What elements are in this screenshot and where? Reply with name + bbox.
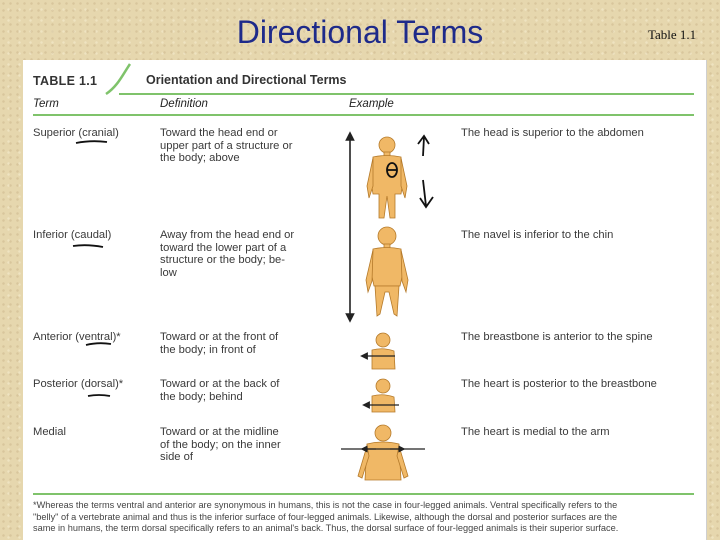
table-reference: Table 1.1	[648, 27, 697, 42]
example-anterior: The breastbone is anterior to the spine	[461, 331, 653, 343]
figure-medial-icon	[358, 425, 408, 480]
term-posterior: Posterior (dorsal)*	[33, 378, 124, 390]
example-medial: The heart is medial to the arm	[461, 426, 610, 438]
figure-superior-icon	[367, 137, 407, 218]
example-posterior: The heart is posterior to the breastbone	[461, 378, 657, 390]
term-medial: Medial	[33, 426, 66, 438]
table-label: TABLE 1.1	[33, 74, 98, 88]
example-superior: The head is superior to the abdomen	[461, 127, 644, 139]
table-panel	[23, 60, 707, 540]
example-inferior: The navel is inferior to the chin	[461, 229, 614, 241]
term-inferior: Inferior (caudal)	[33, 229, 112, 241]
definition-superior: Toward the head end or upper part of a structure or the body; above	[160, 127, 293, 165]
definition-inferior: Away from the head end or toward the lower part of a structure or the body; be- low	[160, 229, 295, 279]
definition-anterior: Toward or at the front of the body; in front of	[160, 331, 279, 356]
table-footnote: *Whereas the terms ventral and anterior are synonymous in humans, this is not the case in four-legged animals. Ventral specifically refers to the "belly" of a vertebrate animal and thus is the inferior surface of four-legged animals. Likewise, although the dorsal and posterior surfaces are the same in humans, the term dorsal specifically refers to an animal's back. Thus, the dorsal surface of four-legged animals is their superior surface.	[33, 500, 619, 533]
figure-anterior-icon	[372, 333, 395, 369]
anatomy-figures	[23, 60, 706, 540]
term-anterior: Anterior (ventral)*	[33, 331, 121, 343]
slide-title: Directional Terms	[236, 14, 484, 50]
column-header-term: Term	[33, 98, 59, 110]
figure-posterior-icon	[372, 379, 395, 412]
term-superior: Superior (cranial)	[33, 127, 119, 139]
figure-inferior-icon	[366, 227, 408, 316]
table-title: Orientation and Directional Terms	[146, 73, 347, 87]
column-header-definition: Definition	[160, 98, 208, 110]
column-header-example: Example	[349, 98, 394, 110]
definition-posterior: Toward or at the back of the body; behind	[160, 378, 280, 403]
definition-medial: Toward or at the midline of the body; on the inner side of	[160, 426, 281, 464]
